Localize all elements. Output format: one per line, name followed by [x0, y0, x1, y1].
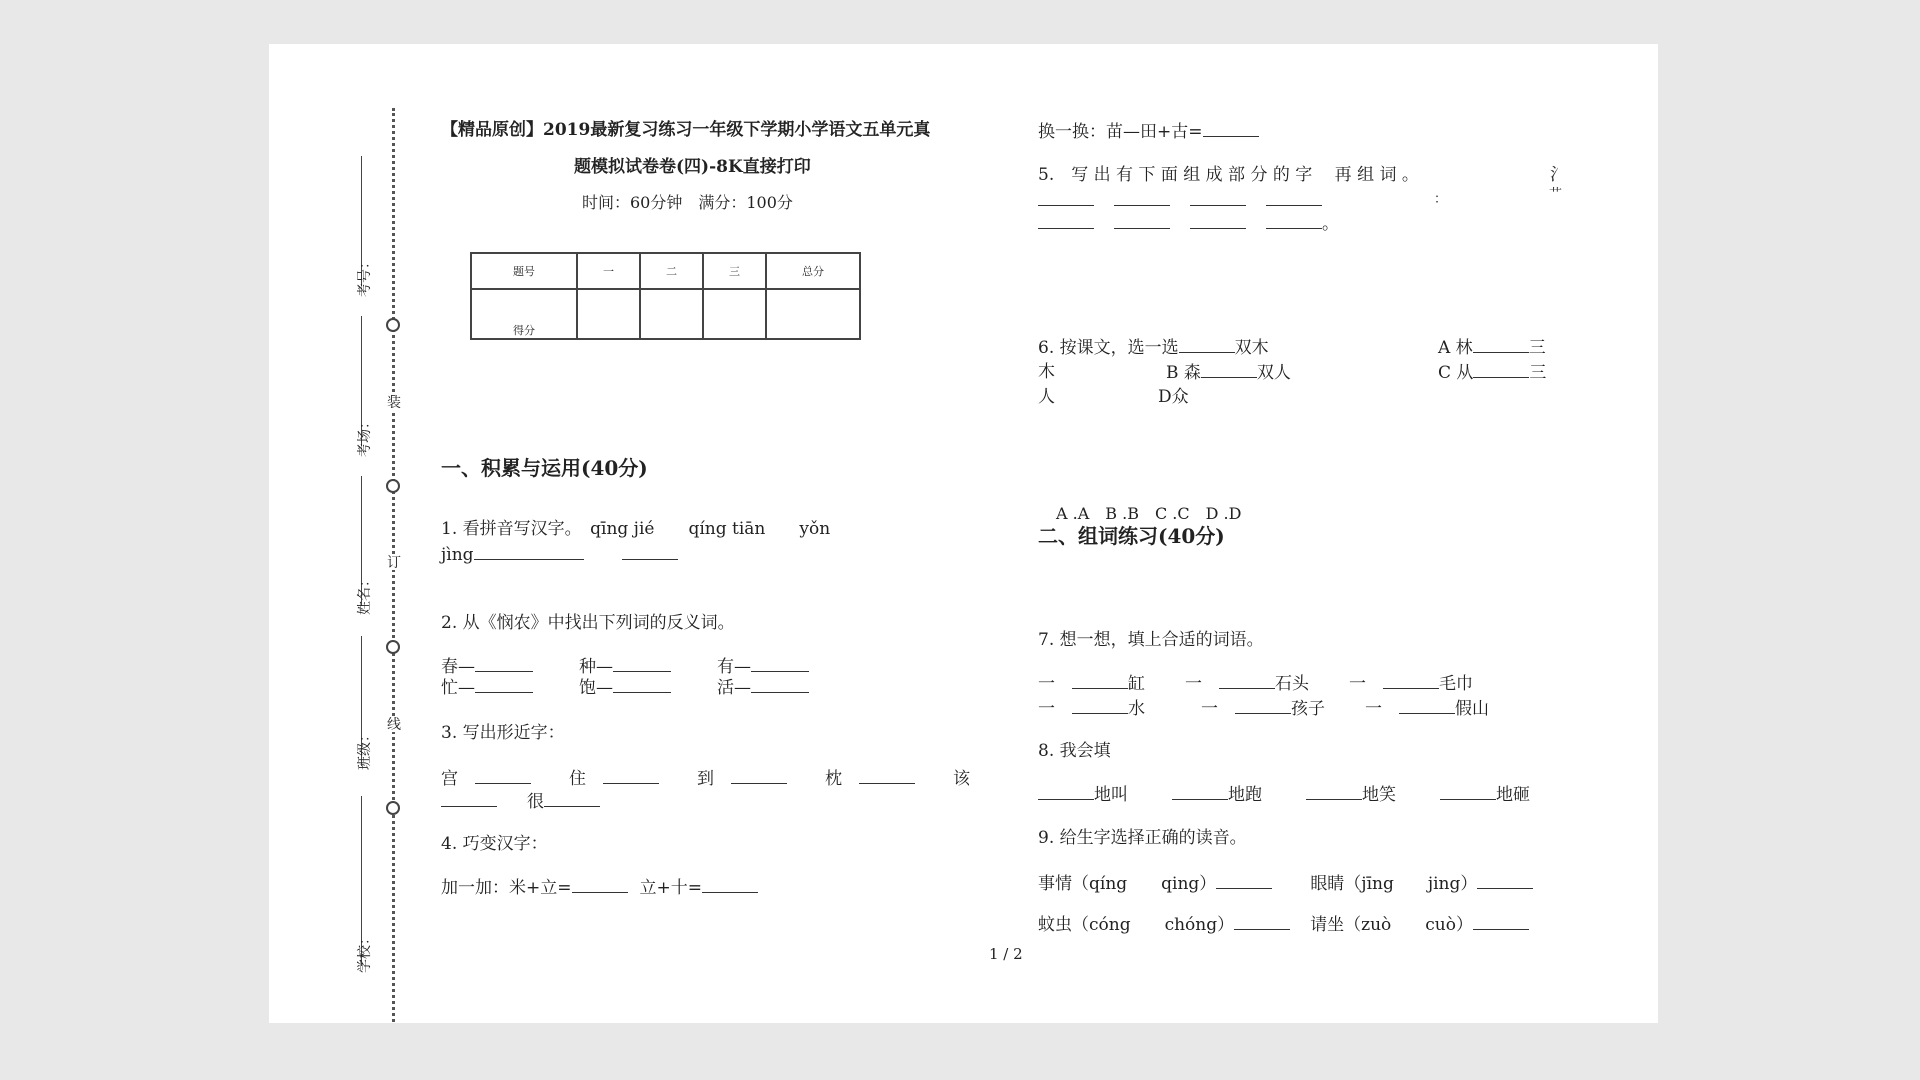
answer-blank[interactable] — [1072, 672, 1128, 689]
pinyin-choice-text: 事情（qíng qing） — [1038, 874, 1217, 894]
binding-mark: 装 — [387, 395, 401, 411]
question-7-row2 — [1038, 697, 1489, 720]
page-number: 1 / 2 — [989, 945, 1023, 963]
swap-question — [1038, 120, 1259, 143]
score-table-row-label: 得分 — [471, 289, 577, 339]
score-table-header: 一 — [577, 253, 640, 289]
noun-text: 缸 — [1128, 674, 1145, 694]
question-1-text: 1. 看拼音写汉字。 qīng jié qíng tiān yǒn — [441, 519, 831, 539]
question-1-line2 — [441, 543, 678, 566]
question-9: 9. 给生字选择正确的读音。 — [1038, 828, 1247, 848]
answer-blank[interactable] — [1235, 697, 1291, 714]
question-3: 3. 写出形近字： — [441, 723, 565, 743]
similar-char-prompt: 住 — [569, 769, 586, 789]
document-title-line2: 题模拟试卷卷(四)-8K直接打印 — [574, 157, 811, 177]
answer-blank[interactable] — [1473, 361, 1529, 378]
question-6-option-a — [1438, 336, 1546, 359]
answer-blank[interactable] — [474, 543, 584, 560]
pinyin-choice-text: 蚊虫（cóng chóng） — [1038, 915, 1235, 935]
colon-mark: ： — [1434, 192, 1448, 207]
answer-blank[interactable] — [475, 655, 533, 672]
verb-phrase-text: 地笑 — [1362, 785, 1396, 805]
section-title-1: 一、积累与运用(40分) — [441, 456, 648, 480]
score-table-header: 二 — [640, 253, 703, 289]
answer-blank[interactable] — [1179, 336, 1235, 353]
question-6-option-text: 双木 — [1234, 338, 1269, 358]
question-6-line2a: 木 — [1038, 362, 1055, 382]
question-2: 2. 从《悯农》中找出下列词的反义词。 — [441, 613, 735, 633]
binding-hole — [386, 318, 400, 332]
question-9-row2 — [1038, 913, 1529, 936]
similar-char-prompt: 该 — [953, 769, 970, 789]
noun-text: 毛巾 — [1439, 674, 1473, 694]
antonym-prompt: 活— — [717, 678, 751, 698]
binding-mark: 订 — [387, 555, 401, 571]
question-2-row1 — [441, 655, 809, 678]
answer-blank[interactable] — [1038, 189, 1094, 206]
question-5: 5. 写 出 有 下 面 组 成 部 分 的 字 再 组 词 。 — [1038, 165, 1419, 185]
question-6-option-c — [1438, 361, 1546, 384]
pinyin-choice-text: 眼睛（jīng jing） — [1310, 874, 1478, 894]
binding-hole — [386, 479, 400, 493]
question-6-option-d: D众 — [1158, 387, 1189, 407]
measure-word-prefix: 一 — [1038, 699, 1055, 719]
score-cell[interactable] — [640, 289, 703, 339]
binding-hole — [386, 801, 400, 815]
score-table-header: 题号 — [471, 253, 577, 289]
similar-char-prompt: 到 — [697, 769, 714, 789]
question-4-row1 — [441, 876, 758, 899]
binding-hole — [386, 640, 400, 654]
question-7-row1 — [1038, 672, 1473, 695]
antonym-prompt: 饱— — [579, 678, 613, 698]
question-6-choices[interactable]: A .A B .B C .C D .D — [1056, 504, 1242, 523]
question-8-row — [1038, 783, 1530, 806]
question-6-line1 — [1038, 336, 1269, 359]
antonym-prompt: 春— — [441, 657, 475, 677]
answer-blank[interactable] — [1440, 783, 1496, 800]
antonym-prompt: 有— — [717, 657, 751, 677]
answer-blank[interactable] — [441, 790, 497, 807]
similar-char-prompt: 宫 — [441, 769, 458, 789]
answer-blank[interactable] — [1306, 783, 1362, 800]
question-1 — [441, 518, 981, 540]
answer-blank[interactable] — [751, 655, 809, 672]
answer-blank[interactable] — [1477, 872, 1533, 889]
verb-phrase-text: 地跑 — [1228, 785, 1262, 805]
field-label-class: 班级： — [357, 728, 373, 770]
question-6-text: 6. 按课文，选一选 — [1038, 338, 1179, 358]
answer-blank[interactable] — [751, 676, 809, 693]
similar-char-prompt: 很 — [527, 792, 544, 812]
answer-blank[interactable] — [702, 876, 758, 893]
answer-blank[interactable] — [1172, 783, 1228, 800]
answer-blank[interactable] — [1219, 672, 1275, 689]
field-label-school: 学校： — [357, 931, 373, 973]
question-6-option-text: 三 — [1529, 363, 1547, 383]
document-page — [269, 44, 1658, 1023]
answer-blank[interactable] — [1190, 189, 1246, 206]
char-puzzle-prompt: 加一加：米+立= — [441, 878, 572, 898]
answer-blank[interactable] — [572, 876, 628, 893]
question-5-blanks-row2: 。 — [1038, 212, 1339, 235]
score-cell[interactable] — [703, 289, 766, 339]
question-9-row1 — [1038, 872, 1533, 895]
question-6-option-b — [1166, 361, 1291, 384]
answer-blank[interactable] — [1473, 913, 1529, 930]
question-1-pinyin: jìng — [441, 545, 474, 565]
answer-blank[interactable] — [603, 767, 659, 784]
question-2-row2 — [441, 676, 809, 699]
question-6-option-text: B 森 — [1166, 363, 1201, 383]
noun-text: 孩子 — [1291, 699, 1325, 719]
measure-word-prefix: 一 — [1365, 699, 1382, 719]
score-table-header: 总分 — [766, 253, 860, 289]
noun-text: 水 — [1128, 699, 1145, 719]
similar-char-prompt: 枕 — [825, 769, 842, 789]
answer-blank[interactable] — [1266, 212, 1322, 229]
noun-text: 石头 — [1275, 674, 1309, 694]
char-puzzle-prompt: 立+十= — [639, 878, 702, 898]
score-table-header: 三 — [703, 253, 766, 289]
verb-phrase-text: 地砸 — [1496, 785, 1530, 805]
answer-blank[interactable] — [1234, 913, 1290, 930]
answer-blank[interactable] — [1072, 697, 1128, 714]
document-title-line1: 【精品原创】2019最新复习练习一年级下学期小学语文五单元真 — [441, 120, 931, 140]
pinyin-choice-text: 请坐（zuò cuò） — [1310, 915, 1473, 935]
answer-blank[interactable] — [1114, 212, 1170, 229]
answer-blank[interactable] — [1190, 212, 1246, 229]
question-8: 8. 我会填 — [1038, 741, 1111, 761]
answer-blank[interactable] — [1201, 361, 1257, 378]
score-cell[interactable] — [577, 289, 640, 339]
question-7: 7. 想一想，填上合适的词语。 — [1038, 630, 1264, 650]
answer-blank[interactable] — [1399, 697, 1455, 714]
answer-blank[interactable] — [1383, 672, 1439, 689]
answer-blank[interactable] — [475, 767, 531, 784]
radical-mark: 氵 — [1550, 165, 1567, 185]
field-label-name: 姓名： — [357, 573, 373, 615]
answer-blank[interactable] — [1473, 336, 1529, 353]
question-6-option-text: 双人 — [1256, 363, 1291, 383]
question-3-row1 — [441, 767, 981, 790]
question-5-blanks-row1 — [1038, 189, 1322, 212]
question-3-row2 — [441, 790, 600, 813]
answer-blank[interactable] — [731, 767, 787, 784]
answer-blank[interactable] — [859, 767, 915, 784]
question-6-option-text: C 从 — [1438, 363, 1474, 383]
answer-blank[interactable] — [622, 543, 678, 560]
measure-word-prefix: 一 — [1201, 699, 1218, 719]
measure-word-prefix: 一 — [1038, 674, 1055, 694]
measure-word-prefix: 一 — [1185, 674, 1202, 694]
antonym-prompt: 忙— — [441, 678, 475, 698]
answer-blank[interactable] — [1114, 189, 1170, 206]
question-6-option-text: A 林 — [1438, 338, 1473, 358]
noun-text: 假山 — [1455, 699, 1489, 719]
answer-blank[interactable] — [613, 676, 671, 693]
verb-phrase-text: 地叫 — [1094, 785, 1128, 805]
radical-mark: 艹 — [1549, 187, 1563, 202]
answer-blank[interactable] — [1038, 212, 1094, 229]
binding-mark: 线 — [387, 717, 401, 733]
answer-blank[interactable] — [544, 790, 600, 807]
answer-blank[interactable] — [1038, 783, 1094, 800]
answer-blank[interactable] — [1203, 120, 1259, 137]
field-label-exam-room: 考场： — [357, 415, 373, 457]
antonym-prompt: 种— — [579, 657, 613, 677]
question-6-line3a: 人 — [1038, 387, 1055, 407]
answer-blank[interactable] — [1266, 189, 1322, 206]
field-label-exam-number: 考号： — [357, 255, 373, 297]
question-6-option-text: 三 — [1528, 338, 1546, 358]
exam-time-score: 时间：60分钟 满分：100分 — [582, 193, 793, 212]
answer-blank[interactable] — [613, 655, 671, 672]
answer-blank[interactable] — [475, 676, 533, 693]
score-table — [470, 252, 861, 340]
swap-question-text: 换一换：苗—田+古= — [1038, 122, 1203, 142]
question-4: 4. 巧变汉字： — [441, 834, 548, 854]
measure-word-prefix: 一 — [1349, 674, 1366, 694]
section-title-2: 二、组词练习(40分) — [1038, 524, 1225, 548]
answer-blank[interactable] — [1216, 872, 1272, 889]
score-cell[interactable] — [766, 289, 860, 339]
